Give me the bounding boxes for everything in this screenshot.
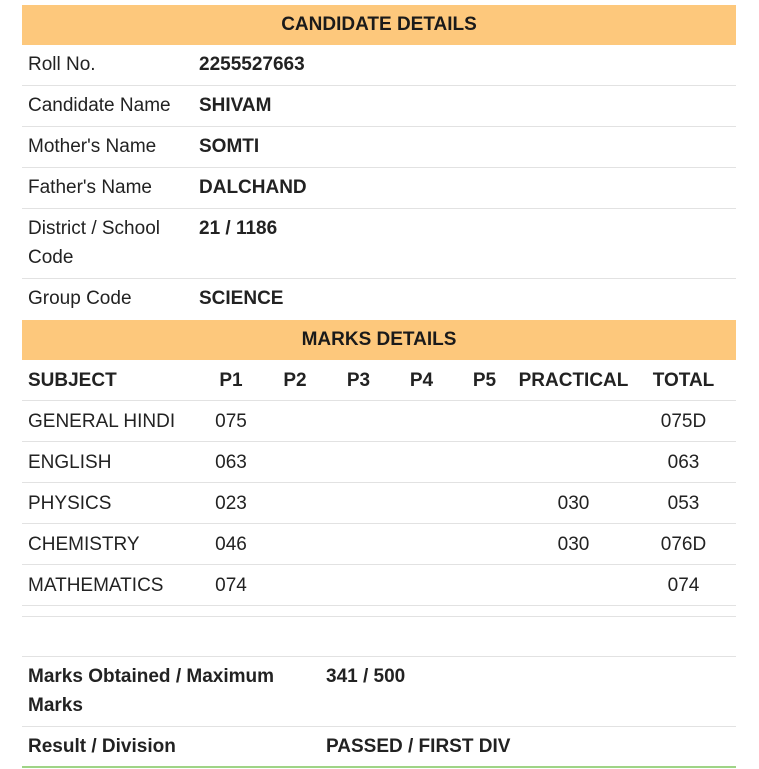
group-code-label: Group Code — [28, 288, 132, 309]
p1-cell: 046 — [199, 524, 263, 565]
p1-cell: 063 — [199, 442, 263, 483]
p1-cell: 075 — [199, 401, 263, 442]
column-header-practical: PRACTICAL — [516, 360, 631, 401]
subject-cell: MATHEMATICS — [22, 565, 199, 606]
marks-details-header: MARKS DETAILS — [22, 320, 736, 360]
p1-cell: 023 — [199, 483, 263, 524]
p2-cell — [263, 565, 327, 606]
p2-cell — [263, 524, 327, 565]
p4-cell — [390, 524, 453, 565]
result-card — [22, 5, 736, 768]
p3-cell — [327, 524, 390, 565]
marks-obtained-value: 341 / 500 — [326, 666, 406, 687]
mother-name-row — [22, 127, 736, 168]
roll-number-label: Roll No. — [28, 54, 96, 75]
p2-cell — [263, 442, 327, 483]
father-name-label: Father's Name — [28, 177, 153, 198]
result-division-row — [22, 727, 736, 768]
district-school-value: 21 / 1186 — [199, 218, 278, 239]
roll-number-row — [22, 45, 736, 86]
column-header-p4: P4 — [390, 360, 453, 401]
marks-table — [22, 360, 736, 606]
p3-cell — [327, 483, 390, 524]
subject-cell: CHEMISTRY — [22, 524, 199, 565]
total-cell: 076D — [631, 524, 736, 565]
p3-cell — [327, 401, 390, 442]
p4-cell — [390, 442, 453, 483]
subject-cell: GENERAL HINDI — [22, 401, 199, 442]
marks-obtained-row — [22, 657, 736, 727]
column-header-p2: P2 — [263, 360, 327, 401]
candidate-name-row — [22, 86, 736, 127]
p4-cell — [390, 565, 453, 606]
district-school-row — [22, 209, 736, 279]
group-code-row — [22, 279, 736, 320]
subject-cell: ENGLISH — [22, 442, 199, 483]
total-cell: 074 — [631, 565, 736, 606]
p3-cell — [327, 565, 390, 606]
candidate-details-header: CANDIDATE DETAILS — [22, 5, 736, 45]
column-header-p1: P1 — [199, 360, 263, 401]
p1-cell: 074 — [199, 565, 263, 606]
p3-cell — [327, 442, 390, 483]
group-code-value: SCIENCE — [199, 288, 284, 309]
candidate-name-label: Candidate Name — [28, 95, 171, 116]
column-header-subject: SUBJECT — [22, 360, 199, 401]
column-header-p5: P5 — [453, 360, 516, 401]
mother-name-value: SOMTI — [199, 136, 260, 157]
roll-number-value: 2255527663 — [199, 54, 305, 75]
result-division-label: Result / Division — [28, 736, 176, 757]
practical-cell: 030 — [516, 524, 631, 565]
practical-cell: 030 — [516, 483, 631, 524]
p2-cell — [263, 483, 327, 524]
total-cell: 063 — [631, 442, 736, 483]
total-cell: 075D — [631, 401, 736, 442]
column-header-total: TOTAL — [631, 360, 736, 401]
table-divider — [22, 606, 736, 617]
subject-cell: PHYSICS — [22, 483, 199, 524]
p5-cell — [453, 565, 516, 606]
father-name-value: DALCHAND — [199, 177, 307, 198]
marks-obtained-label: Marks Obtained / Maximum Marks — [28, 666, 275, 716]
practical-cell — [516, 442, 631, 483]
p5-cell — [453, 401, 516, 442]
district-school-label: District / School Code — [28, 218, 160, 268]
practical-cell — [516, 565, 631, 606]
p2-cell — [263, 401, 327, 442]
result-division-value: PASSED / FIRST DIV — [326, 736, 511, 757]
p5-cell — [453, 442, 516, 483]
blank-row — [22, 617, 736, 657]
father-name-row — [22, 168, 736, 209]
mother-name-label: Mother's Name — [28, 136, 157, 157]
p5-cell — [453, 524, 516, 565]
p4-cell — [390, 483, 453, 524]
p4-cell — [390, 401, 453, 442]
p5-cell — [453, 483, 516, 524]
total-cell: 053 — [631, 483, 736, 524]
practical-cell — [516, 401, 631, 442]
candidate-name-value: SHIVAM — [199, 95, 272, 116]
column-header-p3: P3 — [327, 360, 390, 401]
